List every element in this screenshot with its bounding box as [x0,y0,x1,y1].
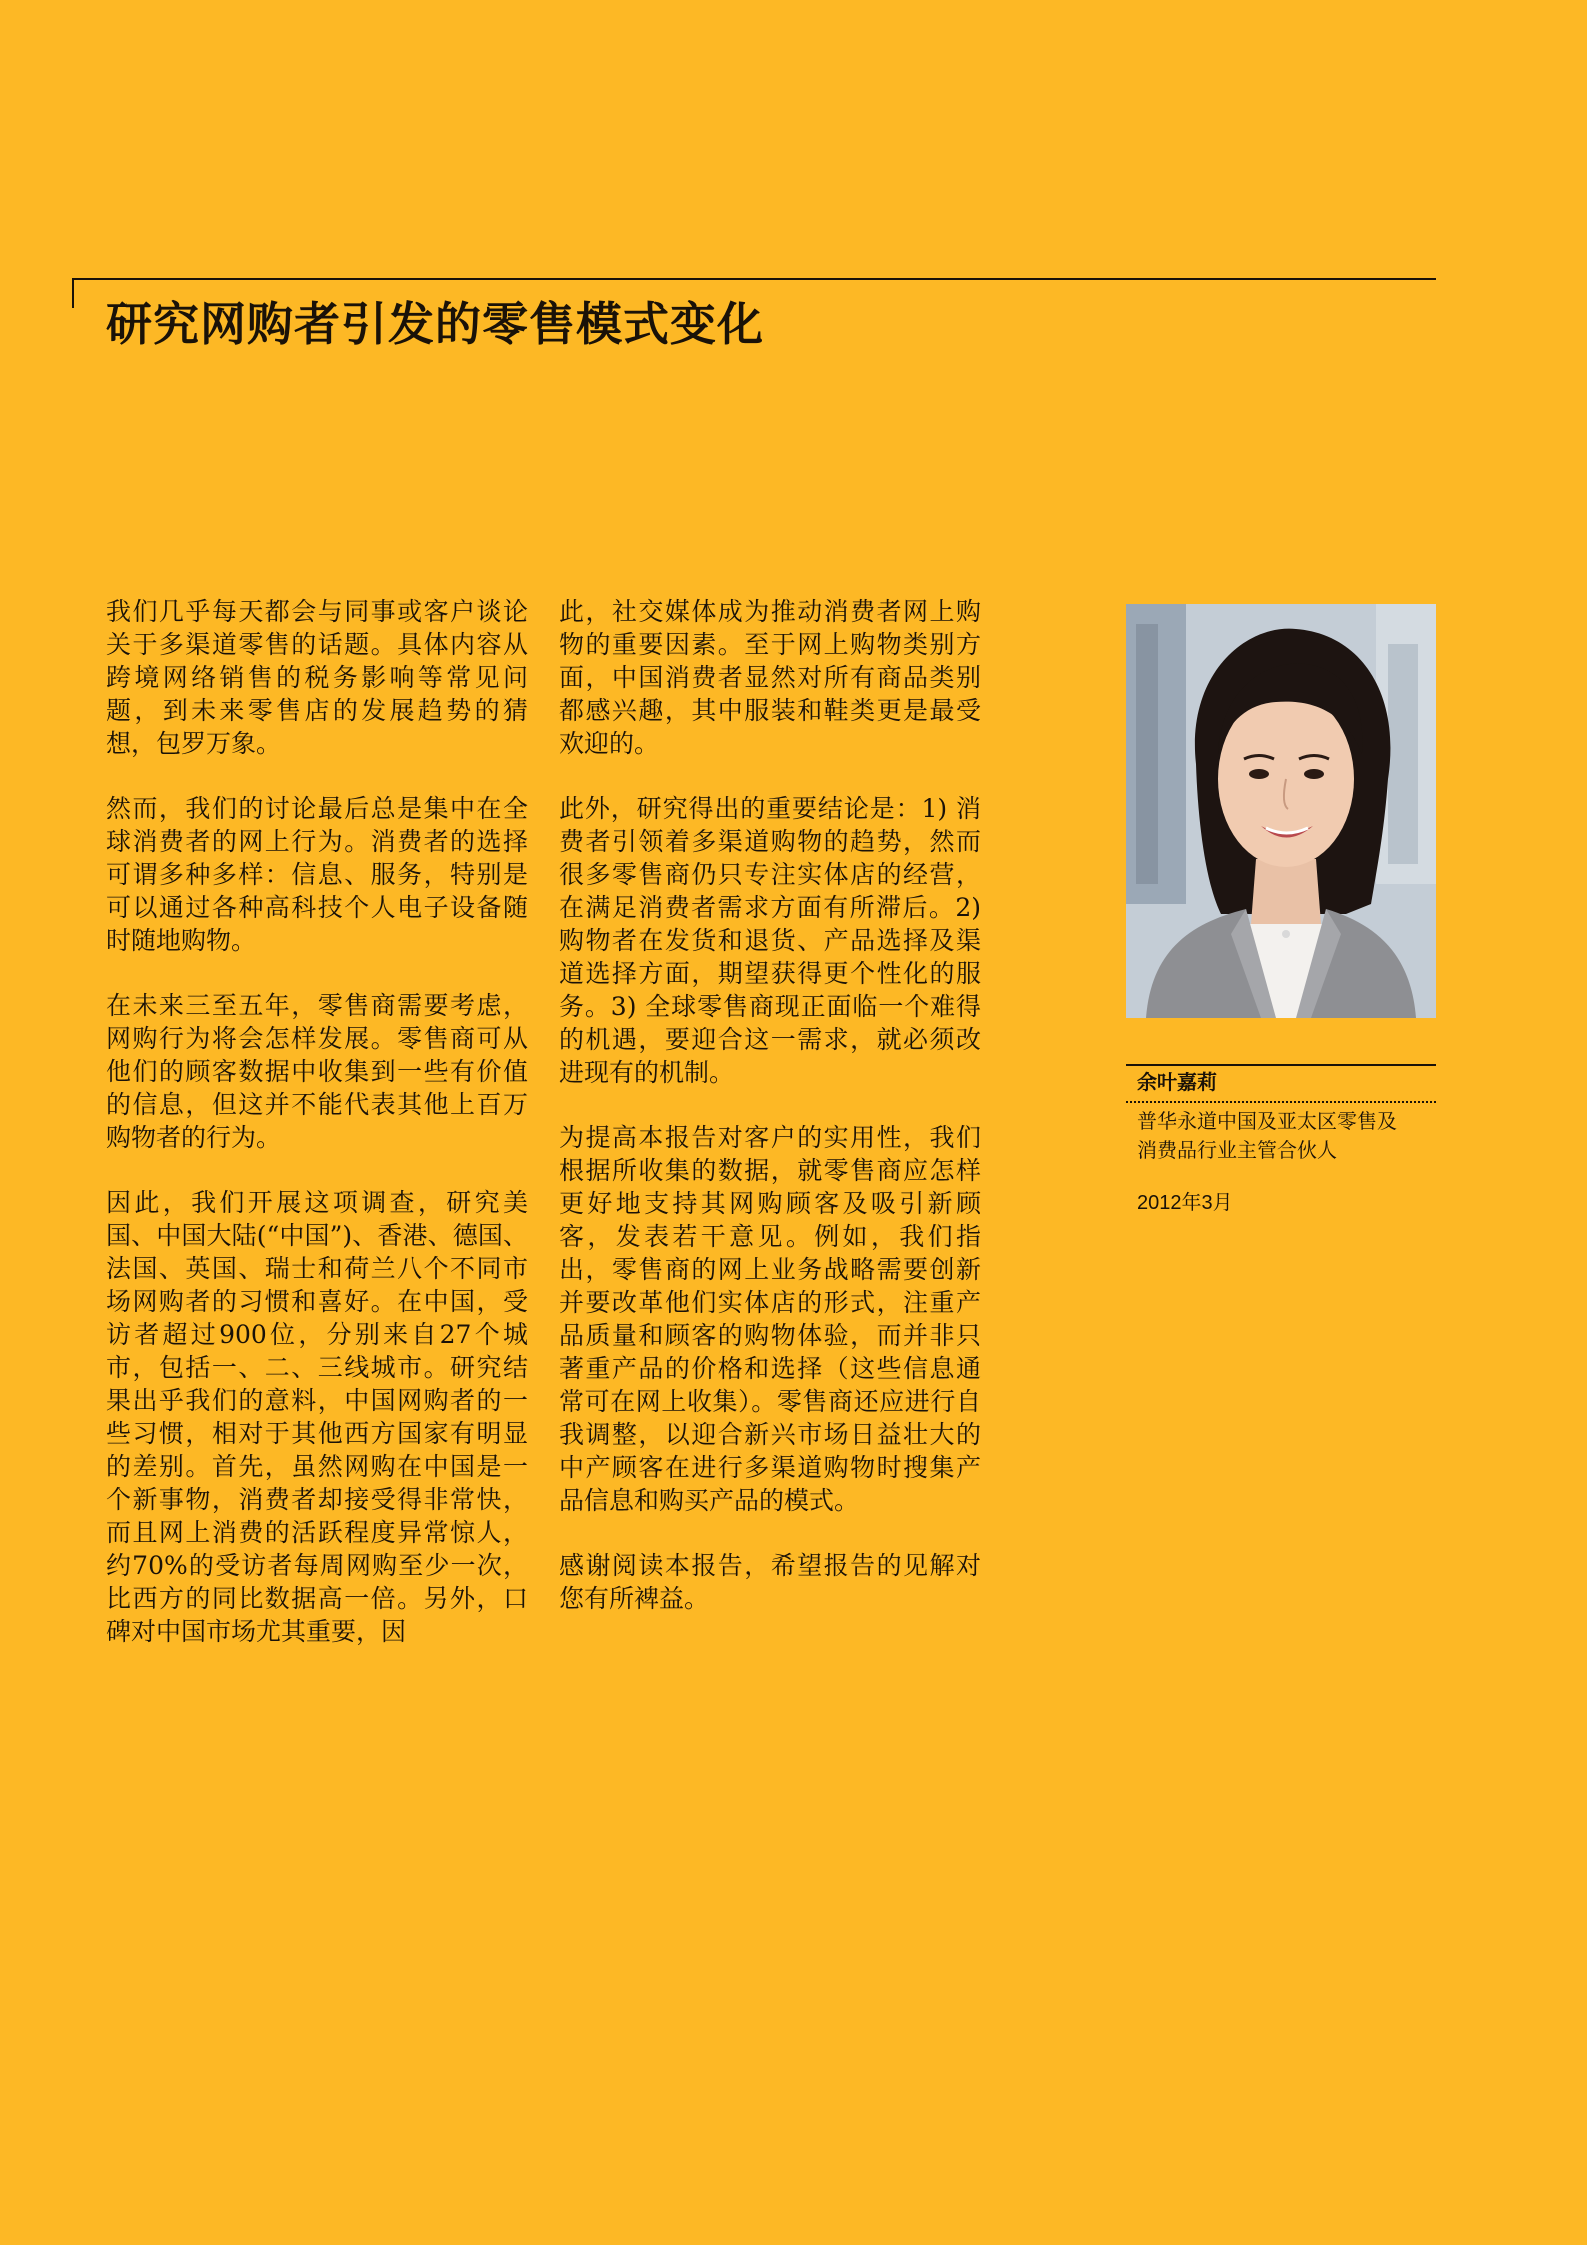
author-role [1137,1108,1437,1166]
report-date: 2012年3月 [1137,1192,1233,1214]
body-column-right [559,595,981,1647]
body-paragraph: 感谢阅读本报告，希望报告的见解对您有所裨益。 [559,1551,981,1613]
body-paragraph: 此，社交媒体成为推动消费者网上购物的重要因素。至于网上购物类别方面，中国消费者显然对所有商品类别都感兴趣，其中服装和鞋类更是最受欢迎的。 [559,597,981,758]
title-corner-tick [72,278,74,308]
author-rule-dotted [1126,1101,1436,1103]
body-paragraph: 因此，我们开展这项调查，研究美国、中国大陆(“中国”)、香港、德国、法国、英国、瑞士和荷兰八个不同市场网购者的习惯和喜好。在中国，受访者超过900位，分别来自27个城市，包括一、二、三线城市。研究结果出乎我们的意料，中国网购者的一些习惯，相对于其他西方国家有明显的差别。首先，虽然网购在中国是一个新事物，消费者却接受得非常快，而且网上消费的活跃程度异常惊人，约70%的受访者每周网购至少一次，比西方的同比数据高一倍。另外，口碑对中国市场尤其重要，因 [106,1188,528,1646]
body-column-left [106,595,528,1680]
title-rule [72,278,1436,280]
page-title: 研究网购者引发的零售模式变化 [106,297,764,351]
body-paragraph: 此外，研究得出的重要结论是：1) 消费者引领着多渠道购物的趋势，然而很多零售商仍只专注实体店的经营，在满足消费者需求方面有所滞后。2) 购物者在发货和退货、产品选择及渠道选择方面，期望获得更个性化的服务。3) 全球零售商现正面临一个难得的机遇，要迎合这一需求，就必须改进现有的机制。 [559,794,981,1087]
author-role-line: 普华永道中国及亚太区零售及 [1137,1111,1397,1133]
author-portrait [1126,604,1436,1018]
body-paragraph: 在未来三至五年，零售商需要考虑，网购行为将会怎样发展。零售商可从他们的顾客数据中收集到一些有价值的信息，但这并不能代表其他上百万购物者的行为。 [106,991,528,1152]
body-paragraph: 为提高本报告对客户的实用性，我们根据所收集的数据，就零售商应怎样更好地支持其网购顾客及吸引新顾客，发表若干意见。例如，我们指出，零售商的网上业务战略需要创新并要改革他们实体店的形式，注重产品质量和顾客的购物体验，而并非只著重产品的价格和选择（这些信息通常可在网上收集）。零售商还应进行自我调整，以迎合新兴市场日益壮大的中产顾客在进行多渠道购物时搜集产品信息和购买产品的模式。 [559,1123,981,1515]
author-role-line: 消费品行业主管合伙人 [1137,1140,1337,1162]
author-name: 余叶嘉莉 [1137,1072,1217,1094]
author-rule-top [1126,1064,1436,1066]
body-paragraph: 我们几乎每天都会与同事或客户谈论关于多渠道零售的话题。具体内容从跨境网络销售的税务影响等常见问题，到未来零售店的发展趋势的猜想，包罗万象。 [106,597,528,758]
body-paragraph: 然而，我们的讨论最后总是集中在全球消费者的网上行为。消费者的选择可谓多种多样：信息、服务，特别是可以通过各种高科技个人电子设备随时随地购物。 [106,794,528,955]
